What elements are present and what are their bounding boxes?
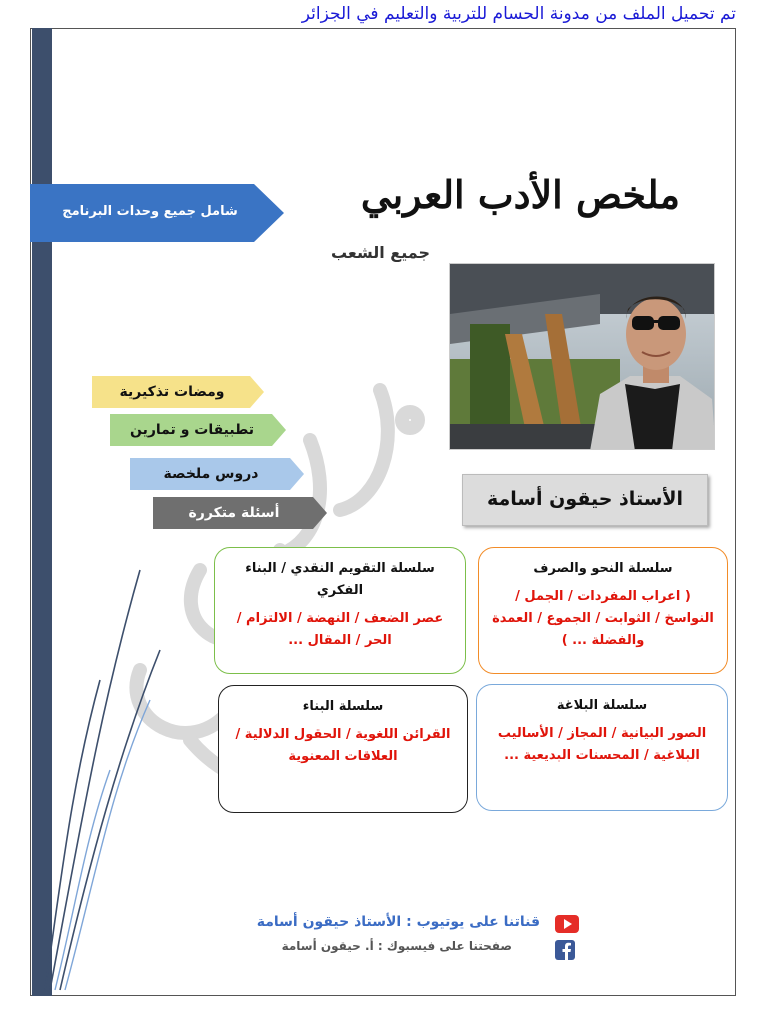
program-banner [30,184,284,242]
card-criticism-body: عصر الضعف / النهضة / الالتزام / الحر / المقال ... [236,611,444,648]
program-banner-label: شامل جميع وحدات البرنامج [62,204,238,219]
leaf-decoration [40,530,170,1000]
teacher-name-box: الأستاذ حيقون أسامة [462,474,708,526]
teacher-photo [449,263,715,450]
tag-reminders [92,376,264,408]
tag-exercises [110,414,286,446]
page-title: ملخص الأدب العربي [360,172,680,217]
card-criticism [214,547,466,674]
card-rhetoric-title: سلسلة البلاغة [556,698,648,713]
card-rhetoric-body: الصور البيانية / المجاز / الأساليب البلاغية / المحسنات البديعية ... [497,726,707,763]
card-structure-title: سلسلة البناء [302,699,384,714]
facebook-page-link[interactable]: صفحتنا على فيسبوك : أ. حيقون أسامة [281,939,512,953]
tag-questions [153,497,327,529]
page-subtitle: جميع الشعب [330,243,430,262]
card-structure-body: القرائن اللغوية / الحقول الدلالية / العلاقات المعنوية [235,727,451,764]
tag-exercises-label: تطبيقات و تمارين [130,422,254,438]
card-criticism-title: سلسلة التقويم النقدي / البناء الفكري [245,561,435,598]
tag-lessons [130,458,304,490]
card-rhetoric [476,684,728,811]
tag-questions-label: أسئلة متكررة [188,505,280,521]
card-grammar [478,547,728,674]
tag-reminders-label: ومضات تذكيرية [119,384,225,400]
youtube-channel-link[interactable]: قناتنا على يوتيوب : الأستاذ حيقون أسامة [256,914,540,930]
card-structure [218,685,468,813]
card-grammar-title: سلسلة النحو والصرف [533,561,673,576]
facebook-icon[interactable] [555,940,575,960]
card-grammar-body: ( اعراب المفردات / الجمل / النواسخ / الثوابت / الجموع / العمدة والفضلة ... ) [492,589,714,648]
download-source-note: تم تحميل الملف من مدونة الحسام للتربية والتعليم في الجزائر [301,4,736,24]
youtube-icon[interactable] [555,915,579,933]
tag-lessons-label: دروس ملخصة [163,466,259,482]
